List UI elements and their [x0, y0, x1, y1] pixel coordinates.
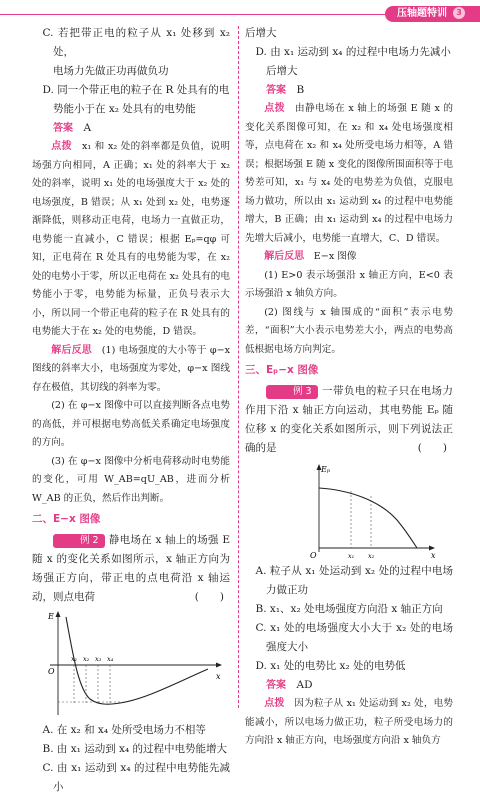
option-2b: B. 由 x₁ 运动到 x₄ 的过程中电势能增大 [42, 743, 228, 755]
answer-3: 答案 AD [266, 679, 313, 691]
graph1-y-label: E [48, 612, 54, 621]
option-2c-cont: 后增大 [245, 27, 277, 39]
ep-x-graph [279, 462, 479, 560]
section-2-title: 二、E−x 图像 [32, 513, 101, 525]
graph2-tick: x₁ [348, 552, 355, 560]
option-3b: B. x₁、x₂ 处电场强度方向沿 x 轴正方向 [255, 603, 443, 615]
graph1-tick: x₂ [83, 655, 90, 663]
option-2a: A. 在 x₂ 和 x₄ 处所受电场力不相等 [42, 724, 206, 736]
tip-1: 点拨 x₁ 和 x₂ 处的斜率都是负值，说明场强方向相同，A 正确；x₁ 处的斜率大于 x₂ 处的斜率，说明 x₁ 处的电场强度大于 x₂ 处的电场强度，B 错误；从 x₁ 处到 x₂ 处，电势逐渐降低，则移动正电荷，电场力一直做正功，电势能一直减小，C 错误；根据 Eₚ=qφ 可知，正电荷在 R 处具有的电势能为零，在 x₂ 处的电势小于零，所以正电荷在 x₂ 处具有的电势能小于零，电势能为标量，正负号表示大小，所以同一个带正电荷的粒子在 R 处具有的电势能大于在 x₂ 处的电势能，D 错误。 [32, 141, 231, 337]
option-2c: C. 由 x₁ 运动到 x₄ 的过程中电势能先减小 [42, 762, 230, 793]
header-tab [385, 6, 480, 22]
graph1-tick: x₃ [95, 655, 102, 663]
option-3a: A. 粒子从 x₁ 处运动到 x₂ 处的过程中电场力做正功 [255, 565, 453, 596]
column-divider [238, 26, 239, 708]
graph1-tick: x₁ [71, 655, 78, 663]
reflect-1-2: (2) 在 φ−x 图像中可以直接判断各点电势的高低，并可根据电势高低关系确定电场强度的方向。 [32, 400, 230, 448]
graph2-tick: x₂ [368, 552, 375, 560]
page-header [0, 0, 480, 22]
e-x-graph [36, 609, 226, 719]
graph2-y-label: Eₚ [321, 465, 331, 474]
reflect-2-2: (2) 图线与 x 轴围成的“面积”表示电势差，“面积”大小表示电势差大小，两点的电势高低根据电场方向判定。 [245, 306, 453, 355]
tip-3: 点拨 因为粒子从 x₁ 处运动到 x₂ 处，电势能减小，所以电场力做正功，粒子所受电场力的方向沿 x 轴正方向，电场强度方向沿 x 轴负方 [245, 698, 454, 746]
option-3c: C. x₁ 处的电场强度大小大于 x₂ 处的电场强度大小 [255, 622, 453, 653]
right-column [245, 24, 453, 751]
graph1-tick: x₄ [107, 655, 114, 663]
example-2: 例 2 静电场在 x 轴上的场强 E 随 x 的变化关系如图所示，x 轴正方向为场强正方向，带正电的点电荷沿 x 轴运动，则点电荷 ( ) [32, 534, 230, 603]
prev-option-c: C. 若把带正电的粒子从 x₁ 处移到 x₂ 处， 电场力先做正功再做负功 [42, 27, 230, 77]
header-rule [0, 14, 395, 15]
reflect-1-3: (3) 在 φ−x 图像中分析电荷移动时电势能的变化，可用 W_AB=qU_AB，进而分析 W_AB 的正负，然后作出判断。 [32, 455, 230, 504]
section-3-title: 三、Eₚ−x 图像 [245, 364, 319, 376]
prev-option-d: D. 同一个带正电的粒子在 R 处具有的电 势能小于在 x₂ 处具有的电势能 [42, 84, 230, 115]
graph1-x-label: x [216, 672, 221, 681]
option-3d: D. x₁ 处的电势比 x₂ 处的电势低 [255, 660, 406, 672]
answer-1: 答案 A [53, 122, 92, 134]
answer-2: 答案 B [266, 84, 305, 96]
header-title: 压轴题特训 [397, 8, 447, 19]
example-3: 例 3 一带负电的粒子只在电场力作用下沿 x 轴正方向运动，其电势能 Eₚ 随位移 x 的变化关系如图所示，则下列说法正确的是 ( ) [245, 385, 453, 454]
left-column [32, 24, 230, 797]
reflect-2-1: (1) E>0 表示场强沿 x 轴正方向，E<0 表示场强沿 x 轴负方向。 [245, 269, 453, 299]
graph1-origin: O [48, 667, 55, 676]
graph2-x-label: x [431, 551, 436, 560]
option-2d: D. 由 x₁ 运动到 x₄ 的过程中电场力先减小 后增大 [255, 46, 451, 77]
tip-2: 点拨 由静电场在 x 轴上的场强 E 随 x 的变化关系图像可知，在 x₂ 和 x₄ 处电场强度相等，点电荷在 x₂ 和 x₄ 处所受电场力相等，A 错误；根据场强 E 随 x 变化的图像所围面积等于电势差可知，x₁ 与 x₄ 处的电势差为负值，克服电场力做功，所以由 x₁ 运动到 x₄ 的过程中电势能增大，B 正确；由 x₁ 运动到 x₄ 的过程中电场力先增大后减小，电势能一直增大，C、D 错误。 [245, 103, 454, 244]
reflect-2-title: 解后反思 E−x 图像 [264, 251, 357, 262]
page-number-badge: 3 [453, 7, 465, 19]
reflect-1-1: 解后反思 (1) 电场强度的大小等于 φ−x 图线的斜率大小，电场强度为零处，φ−x 图线存在极值，其切线的斜率为零。 [32, 344, 231, 393]
graph2-origin: O [310, 551, 317, 560]
